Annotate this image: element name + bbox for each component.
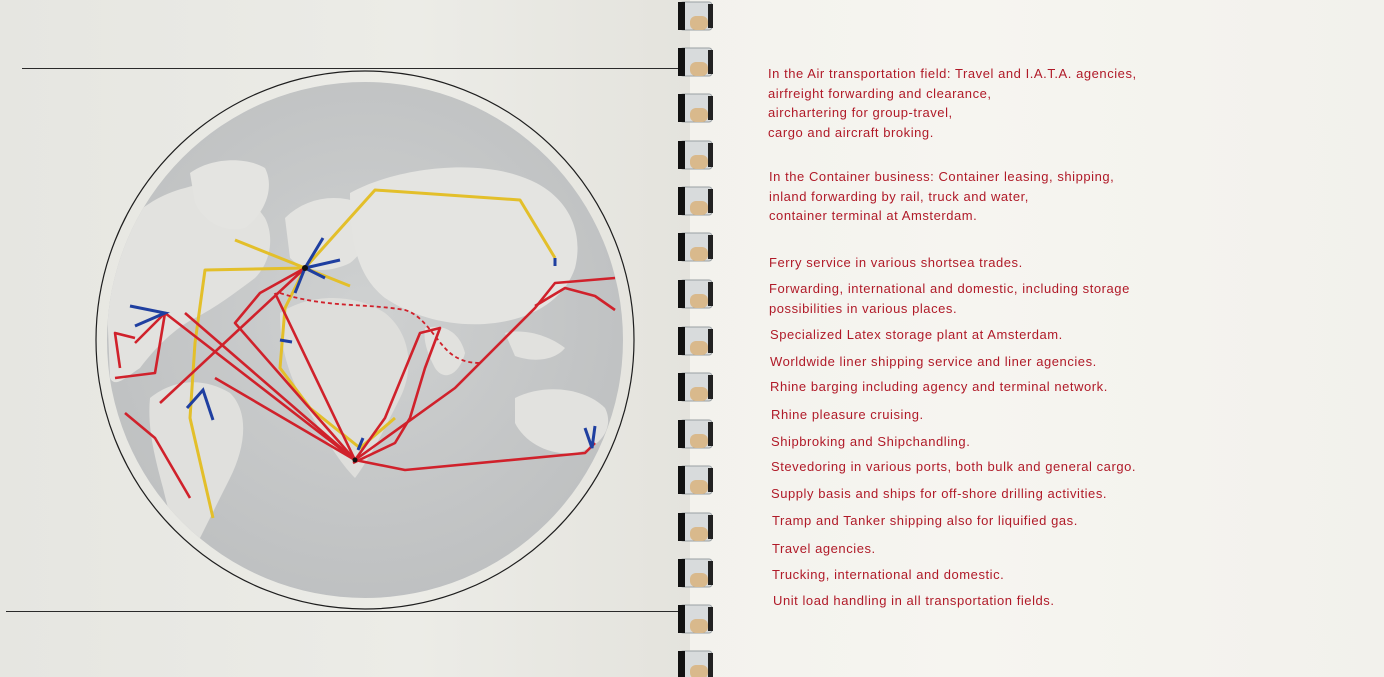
text-line: Trucking, international and domestic. [772, 567, 1005, 582]
text-line: In the Air transportation field: Travel and I.A.T.A. agencies, [768, 66, 1137, 81]
binding-coil [678, 233, 713, 261]
binding-coil [678, 327, 713, 355]
tick-marker-1 [280, 340, 292, 342]
paragraph-unitload [773, 591, 1055, 611]
binding-coil [678, 94, 713, 122]
paragraph-container [769, 167, 1114, 226]
text-line: Worldwide liner shipping service and liner agencies. [770, 354, 1097, 369]
text-line: Ferry service in various shortsea trades. [769, 255, 1023, 270]
binding-coil [678, 605, 713, 633]
text-line: Rhine pleasure cruising. [771, 407, 924, 422]
binding-coil [678, 651, 713, 677]
text-line: possibilities in various places. [769, 300, 958, 316]
text-line: cargo and aircraft broking. [768, 124, 934, 140]
paragraph-shipbroking [771, 432, 970, 452]
binding-coil [678, 466, 713, 494]
binding-coil [678, 2, 713, 30]
paragraph-pleasure [771, 405, 924, 425]
bottom-rule [6, 611, 682, 612]
text-line: In the Container business: Container leasing, shipping, [769, 169, 1115, 184]
binding-coil [678, 373, 713, 401]
text-line: inland forwarding by rail, truck and water, [769, 188, 1029, 204]
paragraph-supply [771, 484, 1107, 504]
paragraph-trucking [772, 565, 1004, 585]
paragraph-liner [770, 352, 1097, 372]
port-dot-rotterdam [302, 265, 308, 271]
top-rule [22, 68, 682, 69]
text-line: Specialized Latex storage plant at Amsterdam. [770, 327, 1063, 342]
paragraph-air [768, 64, 1137, 142]
paragraph-travel [772, 539, 876, 559]
services-list [768, 0, 1368, 677]
binding-coil [678, 513, 713, 541]
spiral-binding [676, 0, 720, 677]
text-line: container terminal at Amsterdam. [769, 208, 978, 223]
text-line: Forwarding, international and domestic, including storage [769, 281, 1130, 296]
paragraph-ferry [769, 253, 1023, 273]
text-line: Stevedoring in various ports, both bulk and general cargo. [771, 459, 1137, 474]
paragraph-stevedoring [771, 457, 1136, 477]
text-line: Tramp and Tanker shipping also for liquified gas. [772, 513, 1078, 528]
text-line: airfreight forwarding and clearance, [768, 85, 992, 101]
world-map-icon [95, 78, 635, 608]
paragraph-forwarding [769, 279, 1130, 318]
binding-coil [678, 420, 713, 448]
binding-coil [678, 280, 713, 308]
text-line: Travel agencies. [772, 541, 876, 556]
paragraph-latex [770, 325, 1063, 345]
text-line: Shipbroking and Shipchandling. [771, 434, 971, 449]
text-line: airchartering for group-travel, [768, 105, 953, 120]
binding-coil [678, 559, 713, 587]
port-dot-capetown [353, 458, 358, 463]
binding-coil [678, 141, 713, 169]
binding-coil [678, 187, 713, 215]
binding-coil [678, 48, 713, 76]
text-line: Supply basis and ships for off-shore drilling activities. [771, 486, 1108, 501]
text-line: Unit load handling in all transportation fields. [773, 593, 1055, 608]
paragraph-barging [770, 377, 1108, 397]
paragraph-tramp [772, 511, 1078, 531]
text-line: Rhine barging including agency and terminal network. [770, 379, 1108, 394]
